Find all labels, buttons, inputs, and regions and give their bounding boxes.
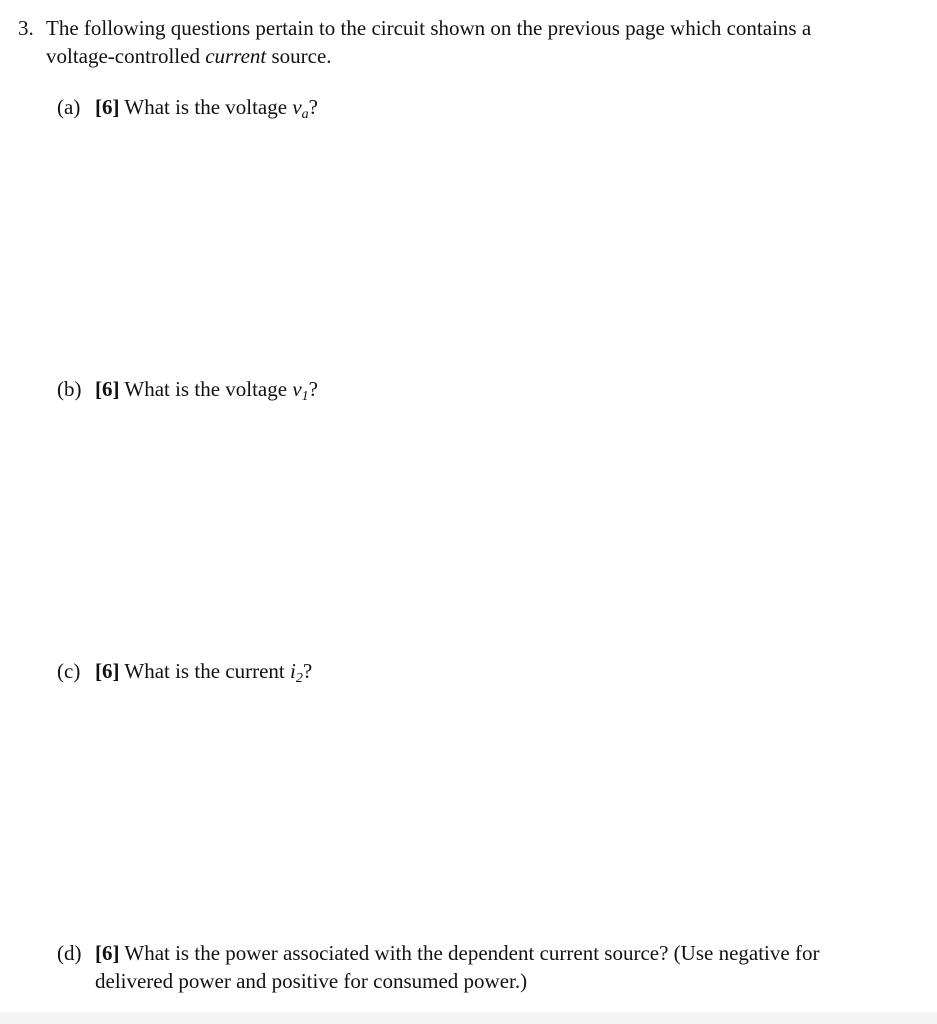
math-var-subscript: 2 [295, 671, 303, 686]
math-var-subscript: a [301, 107, 309, 122]
question-text-line1: The following questions pertain to the circuit shown on the previous page which contains a [46, 16, 812, 40]
question-text-line2 [18, 42, 918, 70]
part-label: (d) [57, 941, 82, 965]
math-var-symbol: i [289, 659, 296, 683]
part-label: (a) [57, 95, 81, 119]
part-text: What is the voltage [124, 95, 293, 119]
question-text-line2-end: source. [266, 44, 332, 68]
part-a [57, 93, 917, 121]
part-points: [6] [95, 659, 120, 683]
math-variable [292, 95, 309, 122]
question-text-line2-start: voltage-controlled [46, 44, 206, 68]
part-b [57, 375, 917, 403]
page-bottom-edge [0, 1012, 937, 1024]
question-number: 3. [18, 16, 34, 40]
part-points: [6] [95, 941, 120, 965]
part-points: [6] [95, 95, 120, 119]
part-text: What is the voltage [124, 377, 293, 401]
part-end: ? [302, 659, 313, 683]
part-d [57, 939, 917, 995]
part-text-continuation: delivered power and positive for consumed power.) [95, 969, 528, 993]
math-variable [292, 377, 309, 404]
math-var-subscript: 1 [301, 389, 309, 404]
math-variable [289, 659, 303, 686]
part-end: ? [308, 95, 318, 119]
part-label: (b) [57, 377, 82, 401]
part-text: What is the power associated with the dependent current source? (Use negative for [124, 941, 820, 965]
part-end: ? [308, 377, 318, 401]
part-text: What is the current [124, 659, 290, 683]
emphasized-word: current [205, 44, 267, 68]
part-points: [6] [95, 377, 120, 401]
part-label: (c) [57, 659, 81, 683]
math-var-symbol: v [292, 377, 302, 401]
part-c [57, 657, 917, 685]
question-3-prompt [18, 14, 918, 70]
math-var-symbol: v [292, 95, 302, 119]
